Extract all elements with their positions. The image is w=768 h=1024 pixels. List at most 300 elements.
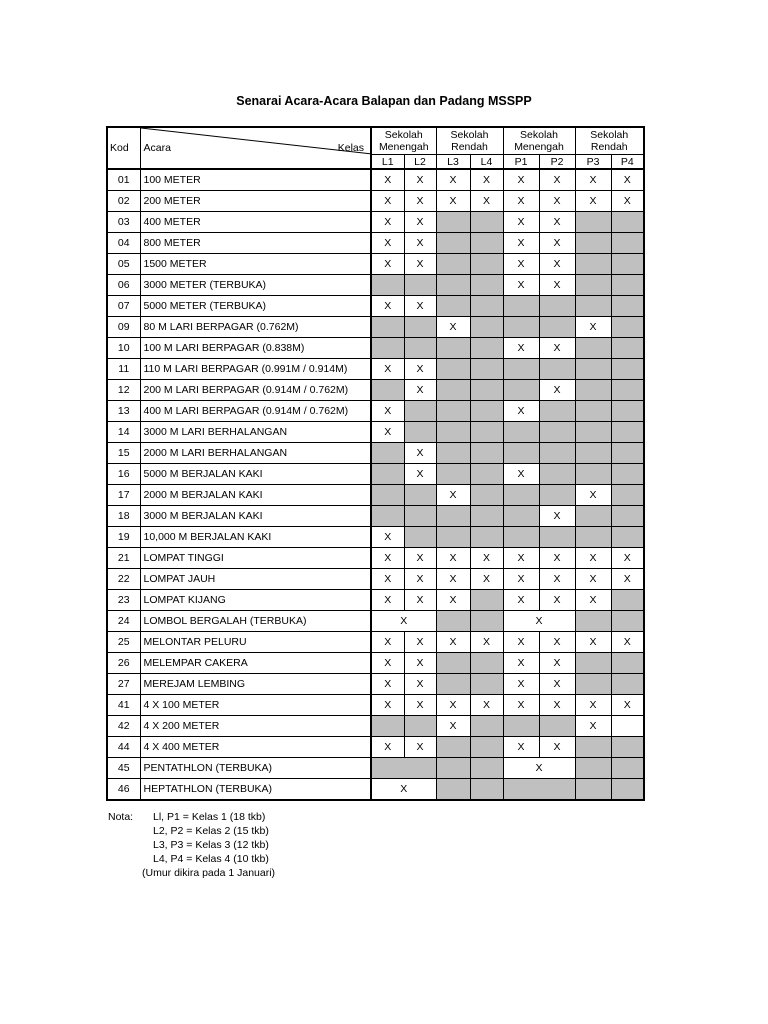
table-row [107, 716, 644, 737]
class-cell: X [539, 569, 575, 590]
kod-cell: 12 [107, 380, 140, 401]
class-cell [436, 422, 470, 443]
class-cell [611, 611, 644, 632]
table-row [107, 506, 644, 527]
class-cell [404, 275, 436, 296]
class-cell [611, 275, 644, 296]
class-cell: X [539, 338, 575, 359]
acara-cell: 400 M LARI BERPAGAR (0.914M / 0.762M) [140, 401, 371, 422]
table-row [107, 169, 644, 191]
table-row [107, 338, 644, 359]
class-cell: X [371, 632, 404, 653]
acara-cell: 1500 METER [140, 254, 371, 275]
level-l3: L3 [436, 155, 470, 170]
class-cell [611, 317, 644, 338]
class-cell: X [404, 464, 436, 485]
class-cell [404, 506, 436, 527]
class-cell [611, 212, 644, 233]
class-cell: X [470, 548, 503, 569]
class-cell [611, 401, 644, 422]
class-cell [575, 380, 611, 401]
acara-cell: 200 METER [140, 191, 371, 212]
kod-cell: 03 [107, 212, 140, 233]
kod-cell: 23 [107, 590, 140, 611]
class-cell [503, 527, 539, 548]
class-cell [503, 485, 539, 506]
table-row [107, 611, 644, 632]
kod-cell: 14 [107, 422, 140, 443]
table-row [107, 779, 644, 801]
table-row [107, 233, 644, 254]
class-cell [503, 317, 539, 338]
class-cell: X [503, 653, 539, 674]
group-sekolah-rendah-l: Sekolah Rendah [436, 127, 503, 155]
class-cell: X [404, 443, 436, 464]
class-cell: X [539, 548, 575, 569]
class-cell: X [503, 758, 575, 779]
class-cell [503, 380, 539, 401]
class-cell: X [611, 632, 644, 653]
class-cell: X [539, 695, 575, 716]
class-cell: X [404, 359, 436, 380]
class-cell [470, 401, 503, 422]
kod-cell: 13 [107, 401, 140, 422]
table-row [107, 758, 644, 779]
class-cell: X [575, 569, 611, 590]
class-cell: X [503, 191, 539, 212]
class-cell: X [404, 191, 436, 212]
level-p3: P3 [575, 155, 611, 170]
diagonal-line [141, 128, 372, 168]
class-cell [611, 737, 644, 758]
acara-cell: 3000 METER (TERBUKA) [140, 275, 371, 296]
kod-cell: 10 [107, 338, 140, 359]
kod-cell: 45 [107, 758, 140, 779]
acara-cell: 110 M LARI BERPAGAR (0.991M / 0.914M) [140, 359, 371, 380]
class-cell: X [404, 548, 436, 569]
class-cell: X [503, 695, 539, 716]
table-row [107, 254, 644, 275]
kod-cell: 42 [107, 716, 140, 737]
class-cell [470, 737, 503, 758]
table-row [107, 653, 644, 674]
class-cell: X [539, 212, 575, 233]
table-row [107, 212, 644, 233]
class-cell [575, 422, 611, 443]
class-cell [611, 233, 644, 254]
table-row [107, 422, 644, 443]
kod-cell: 17 [107, 485, 140, 506]
class-cell: X [575, 716, 611, 737]
kod-cell: 02 [107, 191, 140, 212]
class-cell [436, 758, 470, 779]
class-cell [470, 359, 503, 380]
acara-cell: PENTATHLON (TERBUKA) [140, 758, 371, 779]
class-cell [575, 233, 611, 254]
class-cell: X [503, 590, 539, 611]
class-cell [539, 527, 575, 548]
class-cell: X [371, 212, 404, 233]
class-cell [575, 506, 611, 527]
class-cell [436, 506, 470, 527]
class-cell: X [503, 737, 539, 758]
note-line: L4, P4 = Kelas 4 (10 tkb) [153, 853, 269, 865]
class-cell [436, 401, 470, 422]
class-cell [436, 737, 470, 758]
class-cell [470, 380, 503, 401]
class-cell [611, 338, 644, 359]
header-acara: Acara [143, 142, 171, 154]
class-cell: X [436, 632, 470, 653]
class-cell [371, 485, 404, 506]
class-cell [470, 674, 503, 695]
class-cell: X [539, 254, 575, 275]
acara-cell: MELEMPAR CAKERA [140, 653, 371, 674]
class-cell [503, 443, 539, 464]
class-cell [575, 401, 611, 422]
acara-cell: 200 M LARI BERPAGAR (0.914M / 0.762M) [140, 380, 371, 401]
acara-cell: 2000 M BERJALAN KAKI [140, 485, 371, 506]
class-cell: X [404, 653, 436, 674]
class-cell [470, 254, 503, 275]
class-cell [611, 296, 644, 317]
header-acara-kelas [140, 127, 371, 169]
table-row [107, 443, 644, 464]
class-cell: X [371, 233, 404, 254]
class-cell [436, 359, 470, 380]
table-row [107, 401, 644, 422]
class-cell: X [539, 737, 575, 758]
class-cell [611, 779, 644, 801]
acara-cell: LOMPAT KIJANG [140, 590, 371, 611]
class-cell [539, 317, 575, 338]
class-cell [503, 359, 539, 380]
class-cell: X [371, 569, 404, 590]
class-cell [611, 527, 644, 548]
class-cell: X [503, 233, 539, 254]
acara-cell: 80 M LARI BERPAGAR (0.762M) [140, 317, 371, 338]
class-cell [611, 254, 644, 275]
level-p4: P4 [611, 155, 644, 170]
table-row [107, 296, 644, 317]
acara-cell: 3000 M BERJALAN KAKI [140, 506, 371, 527]
table-row [107, 359, 644, 380]
acara-cell: 2000 M LARI BERHALANGAN [140, 443, 371, 464]
acara-cell: LOMPAT TINGGI [140, 548, 371, 569]
class-cell [575, 758, 611, 779]
class-cell [470, 275, 503, 296]
class-cell: X [539, 674, 575, 695]
kod-cell: 44 [107, 737, 140, 758]
class-cell: X [436, 716, 470, 737]
class-cell [470, 779, 503, 801]
class-cell [611, 464, 644, 485]
class-cell: X [503, 169, 539, 191]
acara-cell: 800 METER [140, 233, 371, 254]
class-cell: X [371, 169, 404, 191]
class-cell: X [436, 485, 470, 506]
kod-cell: 18 [107, 506, 140, 527]
class-cell [436, 380, 470, 401]
class-cell [470, 506, 503, 527]
class-cell: X [470, 191, 503, 212]
class-cell [436, 779, 470, 801]
note-line: L2, P2 = Kelas 2 (15 tkb) [153, 825, 269, 837]
header-kod: Kod [107, 127, 140, 169]
class-cell: X [539, 653, 575, 674]
class-cell [503, 716, 539, 737]
class-cell: X [503, 338, 539, 359]
class-cell [470, 653, 503, 674]
class-cell [371, 338, 404, 359]
acara-cell: 400 METER [140, 212, 371, 233]
class-cell: X [371, 548, 404, 569]
class-cell: X [371, 674, 404, 695]
class-cell [404, 527, 436, 548]
kod-cell: 27 [107, 674, 140, 695]
class-cell: X [575, 485, 611, 506]
class-cell [539, 464, 575, 485]
class-cell: X [404, 169, 436, 191]
kod-cell: 11 [107, 359, 140, 380]
class-cell: X [371, 296, 404, 317]
kod-cell: 04 [107, 233, 140, 254]
class-cell: X [575, 548, 611, 569]
class-cell [503, 296, 539, 317]
class-cell: X [503, 254, 539, 275]
class-cell [371, 380, 404, 401]
class-cell: X [470, 169, 503, 191]
class-cell: X [371, 359, 404, 380]
notes-label: Nota: [108, 811, 134, 823]
class-cell: X [539, 590, 575, 611]
class-cell: X [539, 380, 575, 401]
notes-lines [142, 810, 276, 880]
acara-cell: MEREJAM LEMBING [140, 674, 371, 695]
group-sekolah-rendah-p: Sekolah Rendah [575, 127, 644, 155]
group-sekolah-menengah-p: Sekolah Menengah [503, 127, 575, 155]
class-cell: X [611, 548, 644, 569]
level-l2: L2 [404, 155, 436, 170]
table-row [107, 548, 644, 569]
class-cell [470, 527, 503, 548]
acara-cell: 5000 M BERJALAN KAKI [140, 464, 371, 485]
class-cell: X [371, 401, 404, 422]
class-cell [539, 716, 575, 737]
acara-cell: 3000 M LARI BERHALANGAN [140, 422, 371, 443]
acara-cell: MELONTAR PELURU [140, 632, 371, 653]
class-cell: X [539, 191, 575, 212]
table-row [107, 632, 644, 653]
events-table [106, 126, 645, 801]
class-cell [436, 527, 470, 548]
class-cell: X [371, 191, 404, 212]
class-cell [611, 359, 644, 380]
class-cell: X [371, 422, 404, 443]
class-cell [404, 716, 436, 737]
class-cell [371, 443, 404, 464]
acara-cell: 5000 METER (TERBUKA) [140, 296, 371, 317]
class-cell [611, 590, 644, 611]
table-row [107, 527, 644, 548]
class-cell [575, 527, 611, 548]
table-row [107, 485, 644, 506]
class-cell: X [436, 695, 470, 716]
class-cell: X [575, 191, 611, 212]
class-cell [436, 212, 470, 233]
class-cell [371, 464, 404, 485]
table-row [107, 737, 644, 758]
class-cell [575, 611, 611, 632]
class-cell [404, 401, 436, 422]
page-title: Senarai Acara-Acara Balapan dan Padang MSSPP [236, 94, 532, 108]
table-row [107, 590, 644, 611]
class-cell [436, 296, 470, 317]
class-cell [611, 653, 644, 674]
class-cell: X [436, 169, 470, 191]
class-cell [470, 233, 503, 254]
kod-cell: 25 [107, 632, 140, 653]
class-cell [539, 422, 575, 443]
class-cell [503, 506, 539, 527]
level-l4: L4 [470, 155, 503, 170]
class-cell: X [539, 506, 575, 527]
class-cell [404, 317, 436, 338]
class-cell [611, 758, 644, 779]
class-cell [575, 275, 611, 296]
acara-cell: 100 METER [140, 169, 371, 191]
class-cell: X [503, 632, 539, 653]
class-cell [575, 254, 611, 275]
note-line: Ll, P1 = Kelas 1 (18 tkb) [153, 811, 266, 823]
kod-cell: 24 [107, 611, 140, 632]
class-cell: X [503, 674, 539, 695]
class-cell: X [371, 254, 404, 275]
kod-cell: 19 [107, 527, 140, 548]
table-row [107, 317, 644, 338]
class-cell: X [404, 254, 436, 275]
class-cell [371, 275, 404, 296]
class-cell [371, 758, 436, 779]
class-cell [470, 443, 503, 464]
class-cell [575, 443, 611, 464]
acara-cell: 4 X 100 METER [140, 695, 371, 716]
class-cell [404, 422, 436, 443]
class-cell: X [575, 632, 611, 653]
class-cell [470, 485, 503, 506]
class-cell: X [611, 169, 644, 191]
acara-cell: 100 M LARI BERPAGAR (0.838M) [140, 338, 371, 359]
level-p1: P1 [503, 155, 539, 170]
class-cell: X [436, 590, 470, 611]
kod-cell: 15 [107, 443, 140, 464]
class-cell: X [611, 569, 644, 590]
table-row [107, 464, 644, 485]
class-cell: X [404, 296, 436, 317]
acara-cell: 4 X 200 METER [140, 716, 371, 737]
acara-cell: LOMPAT JAUH [140, 569, 371, 590]
class-cell: X [371, 695, 404, 716]
class-cell: X [575, 317, 611, 338]
class-cell [611, 716, 644, 737]
class-cell: X [404, 674, 436, 695]
table-row [107, 191, 644, 212]
table-row [107, 674, 644, 695]
class-cell: X [436, 569, 470, 590]
level-l1: L1 [371, 155, 404, 170]
class-cell [575, 359, 611, 380]
class-cell: X [404, 212, 436, 233]
kod-cell: 09 [107, 317, 140, 338]
class-cell: X [371, 611, 436, 632]
class-cell: X [404, 233, 436, 254]
events-body [107, 169, 644, 800]
class-cell [539, 443, 575, 464]
class-cell [436, 674, 470, 695]
class-cell [436, 254, 470, 275]
class-cell [611, 485, 644, 506]
acara-cell: LOMBOL BERGALAH (TERBUKA) [140, 611, 371, 632]
class-cell [575, 212, 611, 233]
class-cell [436, 611, 470, 632]
class-cell: X [539, 632, 575, 653]
note-line: L3, P3 = Kelas 3 (12 tkb) [153, 839, 269, 851]
level-p2: P2 [539, 155, 575, 170]
class-cell [371, 716, 404, 737]
class-cell [371, 317, 404, 338]
class-cell [470, 317, 503, 338]
class-cell: X [575, 590, 611, 611]
table-row [107, 380, 644, 401]
class-cell [371, 506, 404, 527]
class-cell [575, 674, 611, 695]
class-cell [404, 485, 436, 506]
class-cell [470, 212, 503, 233]
class-cell [470, 590, 503, 611]
class-cell: X [371, 779, 436, 801]
class-cell: X [470, 632, 503, 653]
class-cell: X [503, 548, 539, 569]
class-cell [611, 422, 644, 443]
class-cell: X [575, 169, 611, 191]
class-cell: X [404, 380, 436, 401]
class-cell [404, 338, 436, 359]
class-cell [470, 716, 503, 737]
class-cell [575, 338, 611, 359]
class-cell: X [470, 569, 503, 590]
acara-cell: 4 X 400 METER [140, 737, 371, 758]
kod-cell: 22 [107, 569, 140, 590]
kod-cell: 46 [107, 779, 140, 801]
kod-cell: 26 [107, 653, 140, 674]
class-cell: X [503, 212, 539, 233]
class-cell [539, 296, 575, 317]
class-cell [436, 338, 470, 359]
class-cell: X [611, 191, 644, 212]
header-kelas: Kelas [337, 142, 364, 154]
class-cell: X [503, 464, 539, 485]
class-cell: X [436, 548, 470, 569]
class-cell [575, 653, 611, 674]
class-cell: X [436, 191, 470, 212]
class-cell: X [371, 590, 404, 611]
class-cell: X [371, 527, 404, 548]
class-cell: X [503, 401, 539, 422]
class-cell: X [371, 653, 404, 674]
kod-cell: 21 [107, 548, 140, 569]
class-cell: X [503, 275, 539, 296]
class-cell: X [404, 590, 436, 611]
